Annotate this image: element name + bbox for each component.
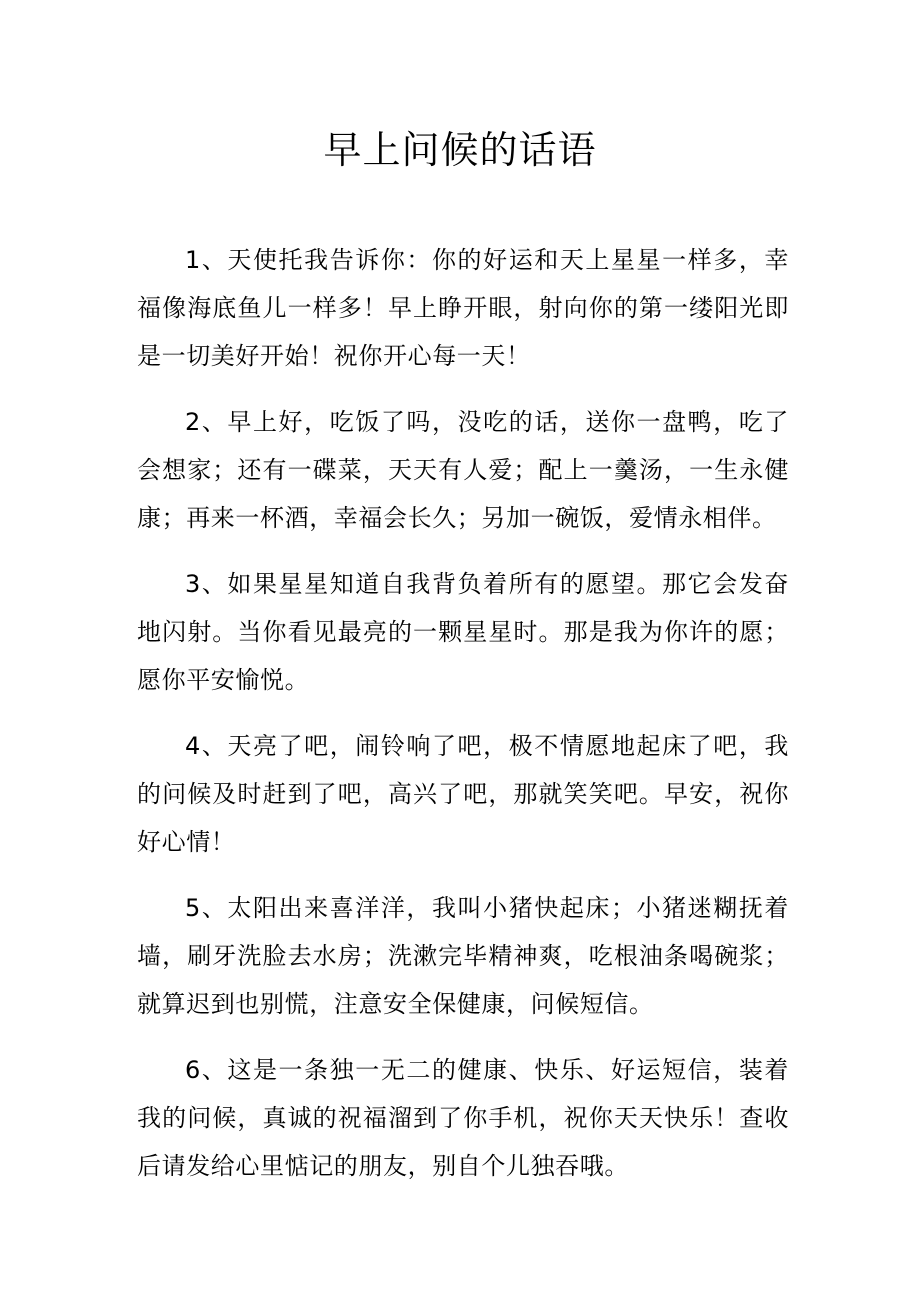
paragraph-5: 5、太阳出来喜洋洋，我叫小猪快起床；小猪迷糊抚着墙，刷牙洗脸去水房；洗漱完毕精神爽，吃根油条喝碗浆；就算迟到也别慌，注意安全保健康，问候短信。 [137, 894, 789, 1018]
paragraph-3: 3、如果星星知道自我背负着所有的愿望。那它会发奋地闪射。当你看见最亮的一颗星星时。那是我为你许的愿；愿你平安愉悦。 [137, 570, 789, 694]
paragraph-2: 2、早上好，吃饭了吗，没吃的话，送你一盘鸭，吃了会想家；还有一碟菜，天天有人爱；配上一羹汤，一生永健康；再来一杯酒，幸福会长久；另加一碗饭，爱情永相伴。 [137, 408, 789, 532]
document-body [137, 236, 789, 1208]
paragraph-4: 4、天亮了吧，闹铃响了吧，极不情愿地起床了吧，我的问候及时赶到了吧，高兴了吧，那就笑笑吧。早安，祝你好心情！ [137, 732, 789, 856]
paragraph-6: 6、这是一条独一无二的健康、快乐、好运短信，装着我的问候，真诚的祝福溜到了你手机，祝你天天快乐！查收后请发给心里惦记的朋友，别自个儿独吞哦。 [137, 1056, 789, 1180]
document-title: 早上问候的话语 [323, 128, 597, 172]
paragraph-1: 1、天使托我告诉你：你的好运和天上星星一样多，幸福像海底鱼儿一样多！早上睁开眼，射向你的第一缕阳光即是一切美好开始！祝你开心每一天！ [137, 246, 789, 370]
